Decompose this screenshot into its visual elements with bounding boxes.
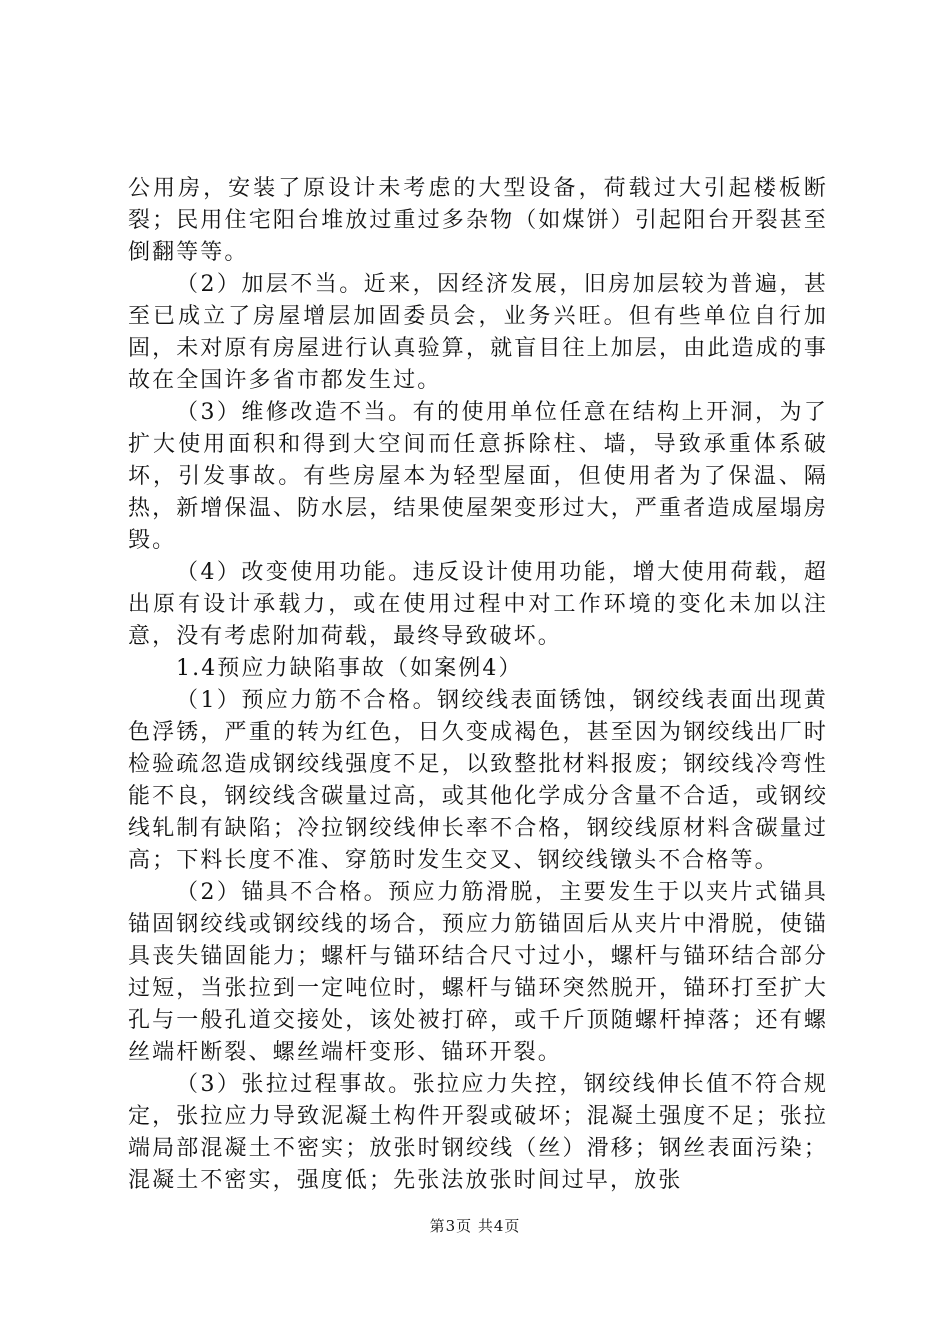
paragraph-item-2-anchorage: （2）锚具不合格。预应力筋滑脱，主要发生于以夹片式锚具锚固钢绞线或钢绞线的场合，预应力筋锚固后从夹片中滑脱，使锚具丧失锚固能力；螺杆与锚环结合尺寸过小，螺杆与锚环结合部分过短，当张拉到一定吨位时，螺杆与锚环突然脱开，锚环打至扩大孔与一般孔道交接处，该处被打碎，或千斤顶随螺杆掉落；还有螺丝端杆断裂、螺丝端杆变形、锚环开裂。: [128, 880, 828, 1065]
page-number-footer: 第3页 共4页: [429, 1217, 521, 1235]
paragraph-item-4-change-of-use: （4）改变使用功能。违反设计使用功能，增大使用荷载，超出原有设计承载力，或在使用过程中对工作环境的变化未加以注意，没有考虑附加荷载，最终导致破坏。: [128, 560, 828, 649]
paragraph-item-1-tendons: （1）预应力筋不合格。钢绞线表面锈蚀，钢绞线表面出现黄色浮锈，严重的转为红色，日久变成褐色，甚至因为钢绞线出厂时检验疏忽造成钢绞线强度不足，以致整批材料报废；钢绞线冷弯性能不良，钢绞线含碳量过高，或其他化学成分含量不合适，或钢绞线轧制有缺陷；冷拉钢绞线伸长率不合格，钢绞线原材料含碳量过高；下料长度不准、穿筋时发生交叉、钢绞线镦头不合格等。: [128, 688, 828, 873]
paragraph-continuation: 公用房，安装了原设计未考虑的大型设备，荷载过大引起楼板断裂；民用住宅阳台堆放过重过多杂物（如煤饼）引起阳台开裂甚至倒翻等等。: [128, 176, 828, 265]
section-heading-1-4: 1.4预应力缺陷事故（如案例4）: [176, 656, 523, 681]
paragraph-item-2-adding-floors: （2）加层不当。近来，因经济发展，旧房加层较为普遍，甚至已成立了房屋增层加固委员会，业务兴旺。但有些单位自行加固，未对原有房屋进行认真验算，就盲目往上加层，由此造成的事故在全国许多省市都发生过。: [128, 272, 828, 393]
paragraph-item-3-renovation: （3）维修改造不当。有的使用单位任意在结构上开洞，为了扩大使用面积和得到大空间而任意拆除柱、墙，导致承重体系破坏，引发事故。有些房屋本为轻型屋面，但使用者为了保温、隔热，新增保温、防水层，结果使屋架变形过大，严重者造成屋塌房毁。: [128, 400, 828, 553]
paragraph-item-3-tensioning: （3）张拉过程事故。张拉应力失控，钢绞线伸长值不符合规定，张拉应力导致泥凝土构件开裂或破坏；混凝土强度不足；张拉端局部混凝土不密实；放张时钢绞线（丝）滑移；钢丝表面污染；混凝土不密实，强度低；先张法放张时间过早，放张: [128, 1072, 828, 1193]
document-body: [128, 173, 828, 1197]
